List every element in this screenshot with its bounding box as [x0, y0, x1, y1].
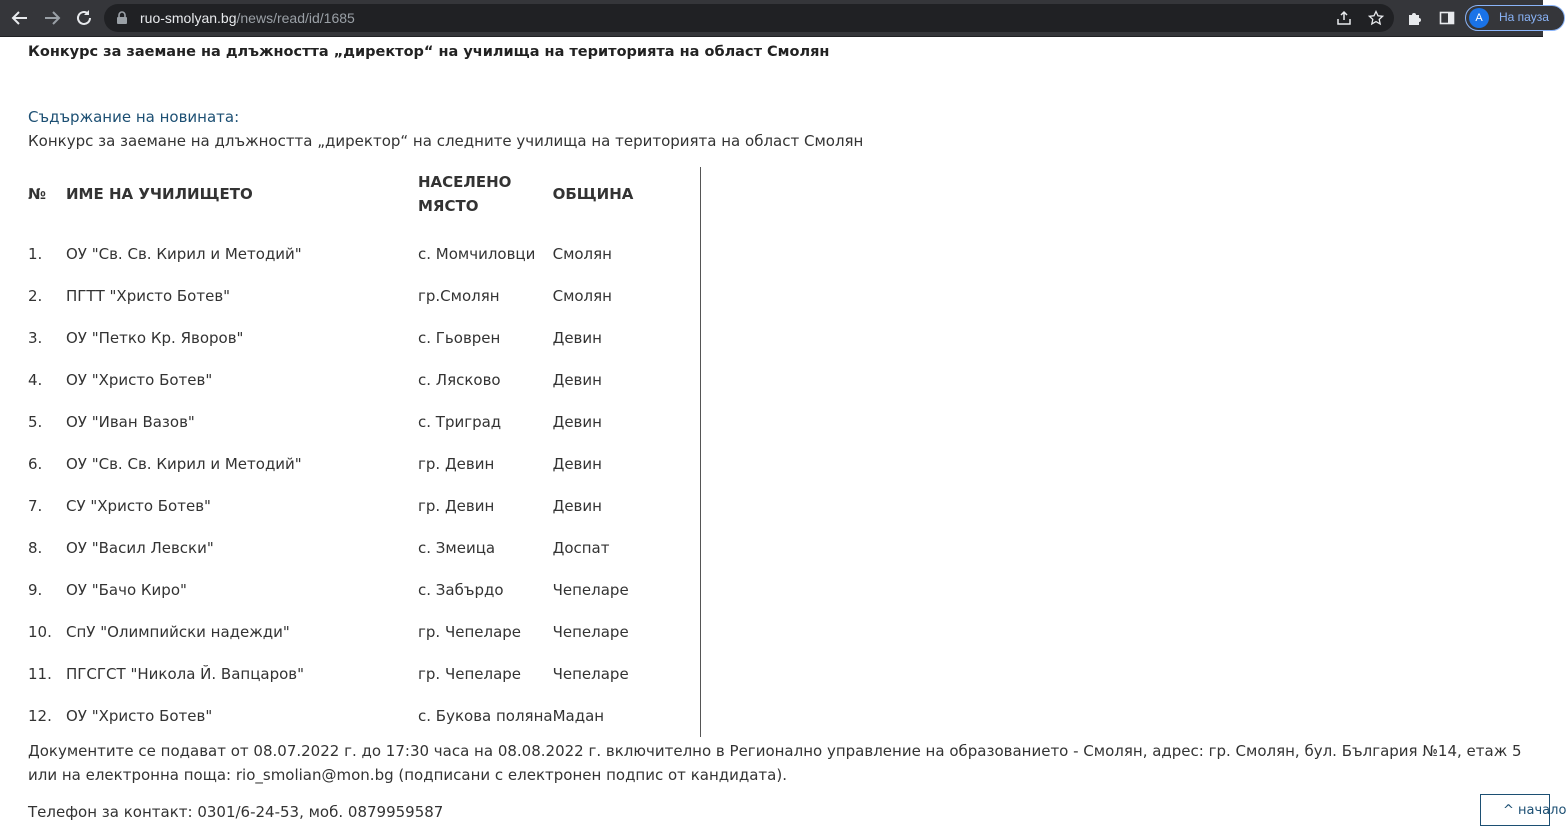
schools-table — [28, 167, 701, 737]
cell-settlement: гр. Чепеларе — [418, 665, 522, 683]
cell-school-name: ОУ "Св. Св. Кирил и Методий" — [66, 245, 302, 263]
table-row — [28, 401, 700, 443]
documents-info: Документите се подават от 08.07.2022 г. до 17:30 часа на 08.08.2022 г. включително в Регионално управление на образованието - Смолян, адрес: гр. Смолян, бул. България №14, етаж 5 или на електронна поща: rio_smolian@mon.bg (подписани с електронен подпис от кандидата). — [28, 742, 1522, 784]
cell-school-name: ПГТТ "Христо Ботев" — [66, 287, 231, 305]
header-settlement-line1: НАСЕЛЕНО — [418, 173, 512, 191]
extensions-puzzle-icon[interactable] — [1403, 6, 1427, 30]
cell-municipality: Девин — [553, 485, 701, 527]
cell-municipality: Девин — [553, 359, 701, 401]
cell-number: 6. — [28, 455, 43, 473]
cell-number: 8. — [28, 539, 43, 557]
share-icon[interactable] — [1332, 6, 1356, 30]
cell-number: 1. — [28, 245, 43, 263]
table-row — [28, 653, 700, 695]
header-municipality: ОБЩИНА — [553, 167, 701, 221]
cell-school-name: ПГСГСТ "Никола Й. Вапцаров" — [66, 665, 305, 683]
cell-municipality: Доспат — [553, 527, 701, 569]
cell-number: 7. — [28, 497, 43, 515]
cell-school-name: ОУ "Христо Ботев" — [66, 371, 213, 389]
cell-settlement: гр. Девин — [418, 497, 495, 515]
cell-municipality: Смолян — [553, 221, 701, 275]
back-arrow-icon[interactable] — [8, 6, 32, 30]
contact-phone: Телефон за контакт: 0301/6-24-53, моб. 0879959587 — [28, 803, 444, 821]
cell-school-name: ОУ "Бачо Киро" — [66, 581, 187, 599]
cell-settlement: с. Момчиловци — [418, 245, 536, 263]
cell-settlement: гр.Смолян — [418, 287, 500, 305]
cell-number: 3. — [28, 329, 43, 347]
header-settlement-line2: МЯСТО — [418, 197, 479, 215]
cell-settlement: с. Букова поляна — [418, 707, 553, 725]
cell-municipality: Чепеларе — [553, 653, 701, 695]
cell-settlement: с. Змеица — [418, 539, 496, 557]
side-panel-icon[interactable] — [1435, 6, 1459, 30]
cell-school-name: ОУ "Христо Ботев" — [66, 707, 213, 725]
table-row — [28, 443, 700, 485]
url-text[interactable] — [140, 9, 355, 27]
url-host: ruo-smolyan.bg — [140, 10, 237, 26]
cell-settlement: гр. Чепеларе — [418, 623, 522, 641]
table-body — [28, 221, 700, 737]
header-school-name: ИМЕ НА УЧИЛИЩЕТО — [66, 185, 253, 203]
table-row — [28, 485, 700, 527]
cell-number: 4. — [28, 371, 43, 389]
cell-settlement: гр. Девин — [418, 455, 495, 473]
cell-school-name: ОУ "Св. Св. Кирил и Методий" — [66, 455, 302, 473]
cell-number: 5. — [28, 413, 43, 431]
cell-settlement: с. Гьоврен — [418, 329, 501, 347]
table-row — [28, 569, 700, 611]
avatar: A — [1469, 8, 1489, 28]
table-row — [28, 221, 700, 275]
profile-status-label: На пауза — [1499, 10, 1549, 24]
cell-number: 10. — [28, 623, 52, 641]
cell-settlement: с. Забърдо — [418, 581, 504, 599]
cell-number: 2. — [28, 287, 43, 305]
cell-school-name: СУ "Христо Ботев" — [66, 497, 211, 515]
profile-button[interactable] — [1465, 5, 1565, 31]
back-to-top-button[interactable]: ^ начало — [1480, 794, 1550, 826]
address-bar[interactable] — [104, 4, 1394, 32]
cell-number: 9. — [28, 581, 43, 599]
table-row — [28, 611, 700, 653]
cell-number: 11. — [28, 665, 52, 683]
cell-settlement: с. Лясково — [418, 371, 501, 389]
cell-municipality: Девин — [553, 317, 701, 359]
news-intro: Конкурс за заемане на длъжността „директор“ на следните училища на територията на област Смолян — [28, 132, 864, 150]
cell-municipality: Мадан — [553, 695, 701, 737]
reload-icon[interactable] — [72, 6, 96, 30]
cell-number: 12. — [28, 707, 52, 725]
cell-school-name: ОУ "Иван Вазов" — [66, 413, 195, 431]
cell-municipality: Чепеларе — [553, 611, 701, 653]
cell-municipality: Девин — [553, 443, 701, 485]
table-row — [28, 275, 700, 317]
url-path: /news/read/id/1685 — [236, 10, 355, 26]
cell-school-name: ОУ "Петко Кр. Яворов" — [66, 329, 244, 347]
bookmark-star-icon[interactable] — [1364, 6, 1388, 30]
news-headline: Конкурс за заемане на длъжността „директор“ на училища на територията на област Смолян — [28, 44, 830, 60]
cell-municipality: Девин — [553, 401, 701, 443]
cell-settlement: с. Триград — [418, 413, 502, 431]
browser-toolbar — [0, 0, 1549, 37]
table-row — [28, 317, 700, 359]
cell-school-name: ОУ "Васил Левски" — [66, 539, 214, 557]
forward-arrow-icon[interactable] — [40, 6, 64, 30]
table-row — [28, 695, 700, 737]
header-number: № — [28, 185, 47, 203]
table-row — [28, 527, 700, 569]
lock-icon[interactable] — [110, 6, 134, 30]
cell-school-name: СпУ "Олимпийски надежди" — [66, 623, 290, 641]
header-settlement — [418, 167, 553, 221]
cell-municipality: Чепеларе — [553, 569, 701, 611]
cell-municipality: Смолян — [553, 275, 701, 317]
news-content-label: Съдържание на новината: — [28, 108, 240, 126]
table-header-row — [28, 167, 700, 221]
table-row — [28, 359, 700, 401]
